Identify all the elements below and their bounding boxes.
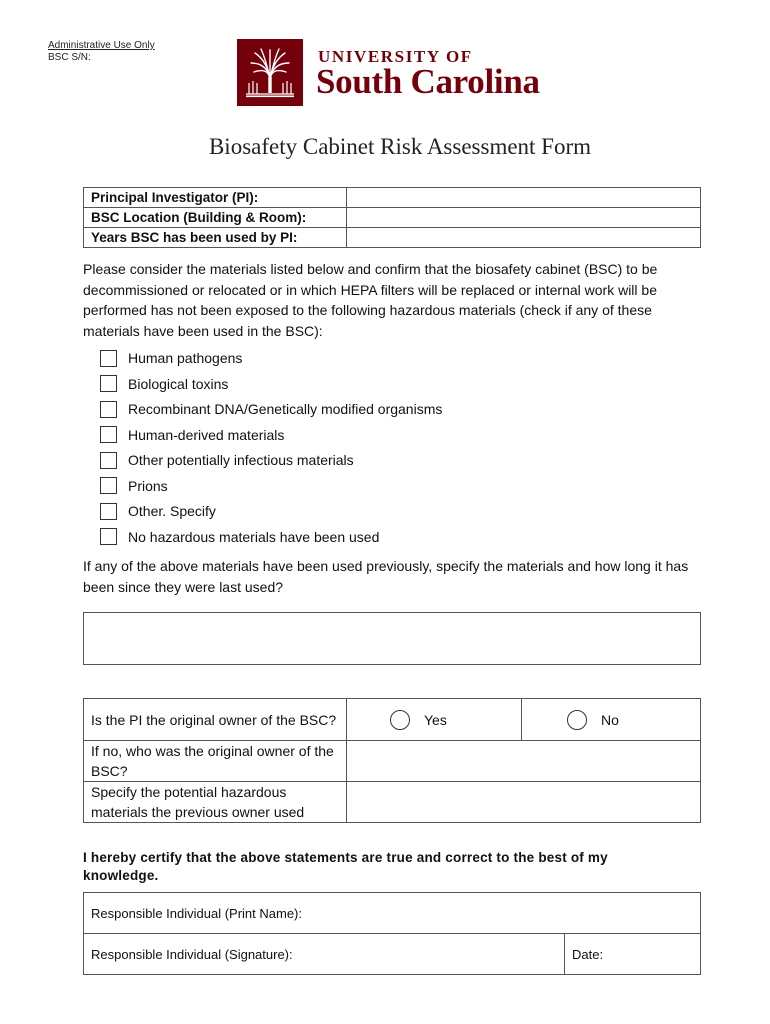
material-item [100,450,354,470]
signature-label: Responsible Individual (Signature): [91,946,293,962]
material-label: Other potentially infectious materials [128,452,354,468]
previous-use-textarea[interactable] [83,612,701,665]
material-checkbox-other-specify[interactable] [100,503,117,520]
date-field[interactable] [565,934,701,975]
material-checkbox-none[interactable] [100,528,117,545]
sig-row-print [84,893,701,934]
signature-field[interactable] [84,934,565,975]
admin-use-block [48,40,155,64]
date-label: Date: [572,946,604,962]
owner-row-original [84,699,701,741]
info-row-location [84,208,701,228]
material-checkbox-recombinant-dna[interactable] [100,401,117,418]
owner-row-who [84,741,701,782]
signature-table [83,892,701,975]
material-item [100,348,242,368]
pi-label: Principal Investigator (PI): [84,188,347,208]
yes-radio[interactable] [390,710,410,730]
material-item [100,425,284,445]
previous-use-prompt: If any of the above materials have been used previously, specify the materials and how long it has been since they were last used? [83,558,689,595]
no-radio[interactable] [567,710,587,730]
material-item [100,527,379,547]
previous-owner-materials-question: Specify the potential hazardous materials the previous owner used [84,782,347,823]
bsc-serial-label: BSC S/N: [48,52,91,63]
bsc-location-label: BSC Location (Building & Room): [84,208,347,228]
sig-row-signature [84,934,701,975]
no-label: No [601,711,619,728]
instructions-text: Please consider the materials listed below and confirm that the biosafety cabinet (BSC) to be decommissioned or relocated or in which HEPA filters will be replaced or internal work will be performed has not been exposed to the following hazardous materials (check if any of these materials have been used in the BSC): [83,261,658,339]
print-name-field[interactable] [84,893,701,934]
original-owner-name-question: If no, who was the original owner of the BSC? [84,741,347,782]
material-label: Prions [128,477,168,494]
material-label: Human-derived materials [128,426,285,443]
previous-owner-materials-input[interactable] [347,782,701,823]
material-label: No hazardous materials have been used [128,528,380,545]
material-checkbox-prions[interactable] [100,477,117,494]
material-label: Biological toxins [128,375,229,392]
original-owner-question: Is the PI the original owner of the BSC? [84,699,347,741]
material-label: Recombinant DNA/Genetically modified organisms [128,401,443,417]
material-checkbox-other-infectious[interactable] [100,452,117,469]
material-item [100,501,216,521]
certification-statement: I hereby certify that the above statements are true and correct to the best of my knowledge. [83,850,608,883]
yes-label: Yes [424,711,447,728]
material-checkbox-biological-toxins[interactable] [100,375,117,392]
yes-option-cell [347,699,522,741]
admin-use-heading: Administrative Use Only [48,40,155,51]
owner-table [83,698,701,823]
material-item [100,476,168,496]
years-used-input[interactable] [347,228,701,248]
material-item [100,374,228,394]
years-used-label: Years BSC has been used by PI: [84,228,347,248]
material-checkbox-human-derived[interactable] [100,426,117,443]
info-row-pi [84,188,701,208]
material-checkbox-human-pathogens[interactable] [100,350,117,367]
owner-row-materials [84,782,701,823]
no-option-cell [522,699,701,741]
palmetto-logo-icon [237,39,303,106]
material-item [100,399,442,419]
bsc-location-input[interactable] [347,208,701,228]
pi-info-table [83,187,701,248]
original-owner-input[interactable] [347,741,701,782]
material-label: Human pathogens [128,350,243,366]
material-label: Other. Specify [128,503,216,519]
logo-south-carolina: South Carolina [316,62,540,101]
pi-input[interactable] [347,188,701,208]
page-title: Biosafety Cabinet Risk Assessment Form [208,134,592,159]
logo-university-of: UNIVERSITY OF [318,47,473,66]
info-row-years [84,228,701,248]
print-name-label: Responsible Individual (Print Name): [91,905,302,921]
